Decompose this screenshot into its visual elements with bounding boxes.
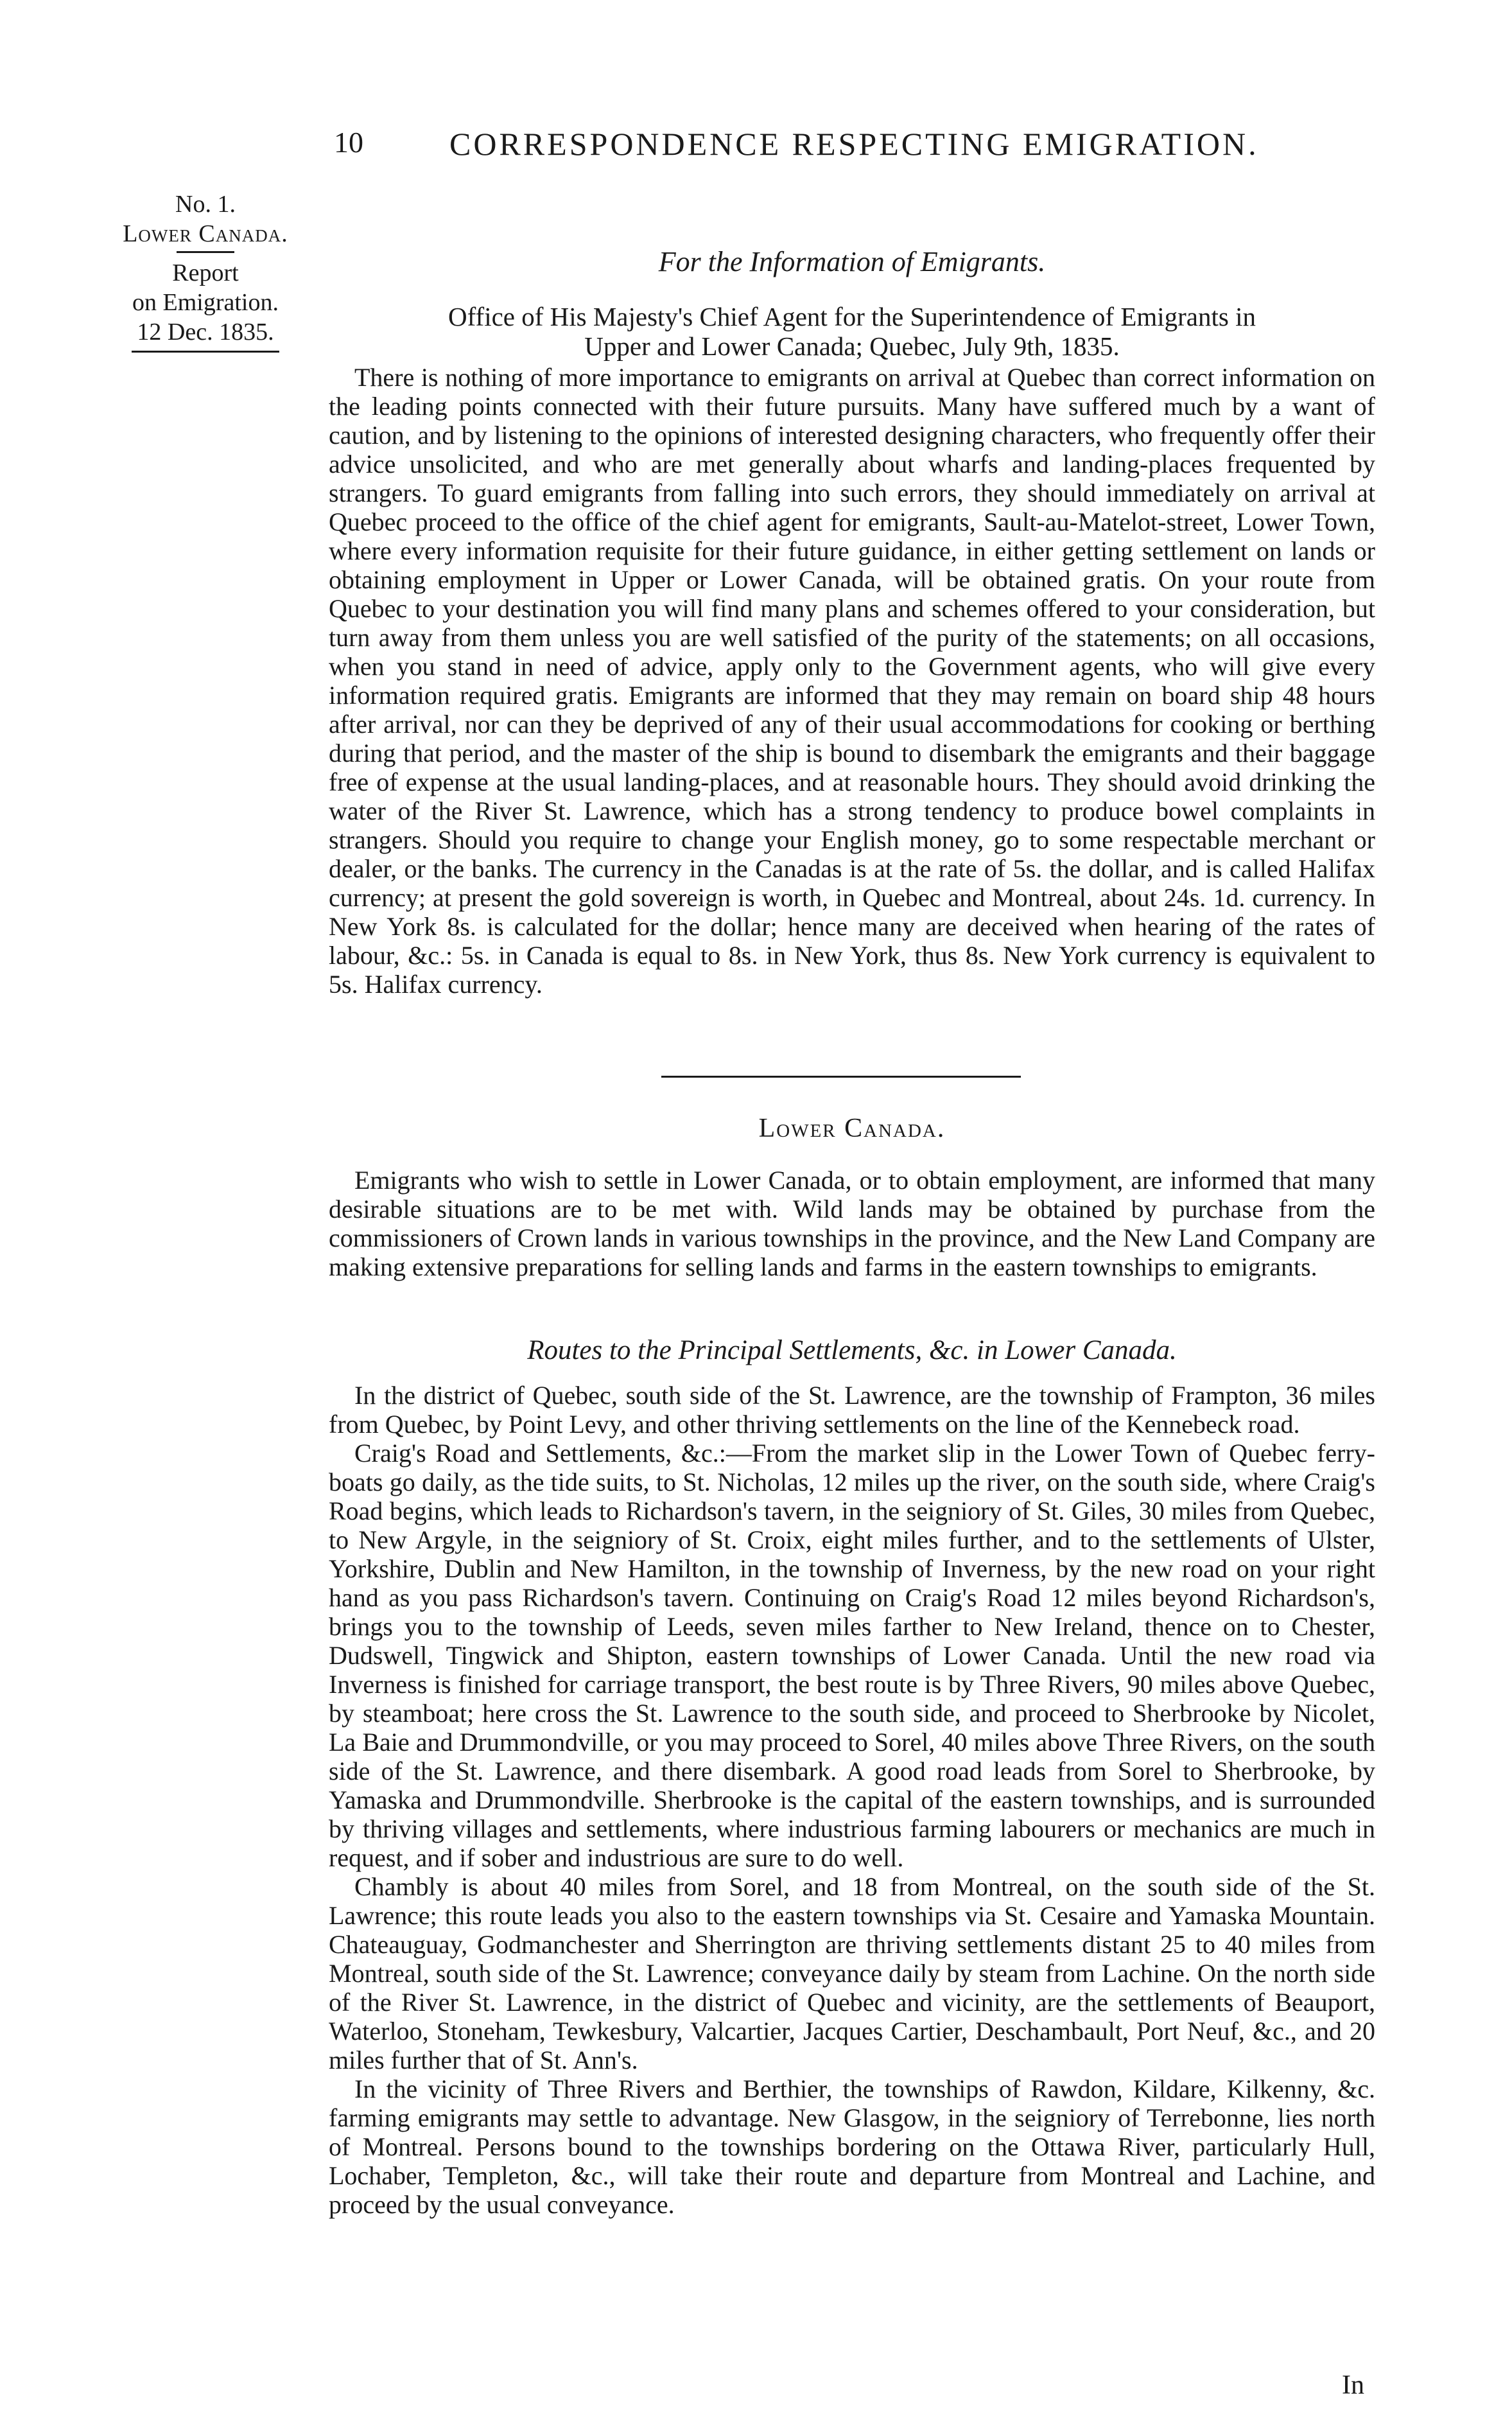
notice-title: For the Information of Emigrants. <box>658 246 1046 277</box>
running-title: CORRESPONDENCE RESPECTING EMIGRATION. <box>449 126 1259 162</box>
routes-body <box>329 1381 1375 2219</box>
notice-paragraph: There is nothing of more importance to emigrants on arrival at Quebec than correct information on the leading points connected with their future pursuits. Many have suffered much by a want of caution, and by listening to the opinions of interested designing characters, who frequently offer their advice unsolicited, and who are met generally about wharfs and landing-places frequented by strangers. To guard emigrants from falling into such errors, they should immediately on arrival at Quebec proceed to the office of the chief agent for emigrants, Sault-au-Matelot-street, Lower Town, where every information requisite for their future guidance, in either getting settlement on lands or obtaining employment in Upper or Lower Canada, will be obtained gratis. On your route from Quebec to your destination you will find many plans and schemes offered to your consideration, but turn away from them unless you are well satisfied of the purity of the statements; on all occasions, when you stand in need of advice, apply only to the Government agents, who will give every information required gratis. Emigrants are informed that they may remain on board ship 48 hours after arrival, nor can they be deprived of any of their usual accommodations for cooking or berthing during that period, and the master of the ship is bound to disembark the emigrants and their baggage free of expense at the usual landing-places, and at reasonable hours. They should avoid drinking the water of the River St. Lawrence, which has a strong tendency to produce bowel complaints in strangers. Should you require to change your English money, go to some respectable merchant or dealer, or the banks. The currency in the Canadas is at the rate of 5s. the dollar, and is called Halifax currency; at present the gold sovereign is worth, in Quebec and Montreal, about 24s. 1d. currency. In New York 8s. is calculated for the dollar; hence many are deceived when hearing of the rates of labour, &c.: 5s. in Canada is equal to 8s. in New York, thus 8s. New York currency is equivalent to 5s. Halifax currency. <box>329 363 1375 999</box>
notice-body <box>329 363 1375 999</box>
section-divider <box>661 1076 1021 1078</box>
margin-note-rule-bottom <box>132 351 279 353</box>
margin-note-number: No. 1. <box>175 191 236 218</box>
page-number: 10 <box>334 126 363 159</box>
routes-paragraph-1: In the district of Quebec, south side of the St. Lawrence, are the township of Frampton, 36 miles from Quebec, by Point Levy, and other thriving settlements on the line of the Kennebeck road. <box>329 1381 1375 1439</box>
page-header <box>0 125 1512 170</box>
lower-canada-heading: Lower Canada. <box>758 1114 946 1143</box>
lower-canada-paragraph: Emigrants who wish to settle in Lower Canada, or to obtain employment, are informed that many desirable situations are to be met with. Wild lands may be obtained by purchase from the commissioners of Crown lands in various townships in the province, and the New Land Company are making extensive preparations for selling lands and farms in the eastern townships to emigrants. <box>329 1166 1375 1281</box>
margin-note <box>83 189 327 353</box>
office-heading <box>329 302 1375 361</box>
routes-heading: Routes to the Principal Settlements, &c. in Lower Canada. <box>527 1335 1177 1365</box>
routes-paragraph-2: Craig's Road and Settlements, &c.:—From the market slip in the Lower Town of Quebec ferry-boats go daily, as the tide suits, to St. Nicholas, 12 miles up the river, on the south side, where Craig's Road begins, which leads to Richardson's tavern, in the seigniory of St. Giles, 30 miles from Quebec, to New Argyle, in the seigniory of St. Croix, eight miles further, and to the settlements of Ulster, Yorkshire, Dublin and New Hamilton, in the township of Inverness, by the new road on your right hand as you pass Richardson's tavern. Continuing on Craig's Road 12 miles beyond Richardson's, brings you to the township of Leeds, seven miles farther to New Ireland, thence on to Chester, Dudswell, Tingwick and Shipton, eastern townships of Lower Canada. Until the new road via Inverness is finished for carriage transport, the best route is by Three Rivers, 90 miles above Quebec, by steamboat; here cross the St. Lawrence to the south side, and proceed to Sherbrooke by Nicolet, La Baie and Drummondville, or you may proceed to Sorel, 40 miles above Three Rivers, on the south side of the St. Lawrence, and there disembark. A good road leads from Sorel to Sherbrooke, by Yamaska and Drummondville. Sherbrooke is the capital of the eastern townships, and is surrounded by thriving villages and settlements, where industrious farming labourers or mechanics are much in request, and if sober and industrious are sure to do well. <box>329 1439 1375 1872</box>
margin-note-line2: on Emigration. <box>132 289 279 316</box>
routes-paragraph-4: In the vicinity of Three Rivers and Berthier, the townships of Rawdon, Kildare, Kilkenny, &c. farming emigrants may settle to advantage. New Glasgow, in the seigniory of Terrebonne, lies north of Montreal. Persons bound to the townships bordering on the Ottawa River, particularly Hull, Lochaber, Templeton, &c., will take their route and departure from Montreal and Lachine, and proceed by the usual conveyance. <box>329 2074 1375 2219</box>
routes-paragraph-3: Chambly is about 40 miles from Sorel, and 18 from Montreal, on the south side of the St. Lawrence; this route leads you also to the eastern townships via St. Cesaire and Yamaska Mountain. Chateauguay, Godmanchester and Sherrington are thriving settlements distant 25 to 40 miles from Montreal, south side of the St. Lawrence; conveyance daily by steam from Lachine. On the north side of the River St. Lawrence, in the district of Quebec and vicinity, are the settlements of Beauport, Waterloo, Stoneham, Tewkesbury, Valcartier, Jacques Cartier, Deschambault, Port Neuf, &c., and 20 miles further that of St. Ann's. <box>329 1872 1375 2074</box>
margin-note-date: 12 Dec. 1835. <box>137 319 274 346</box>
office-line-2: Upper and Lower Canada; Quebec, July 9th, 1835. <box>584 331 1120 361</box>
lower-canada-body <box>329 1166 1375 1281</box>
catchword: In <box>1342 2370 1364 2400</box>
office-line-1: Office of His Majesty's Chief Agent for the Superintendence of Emigrants in <box>448 302 1256 331</box>
margin-note-rule <box>177 251 234 253</box>
margin-note-region: Lower Canada. <box>123 220 288 247</box>
margin-note-line1: Report <box>172 259 239 286</box>
